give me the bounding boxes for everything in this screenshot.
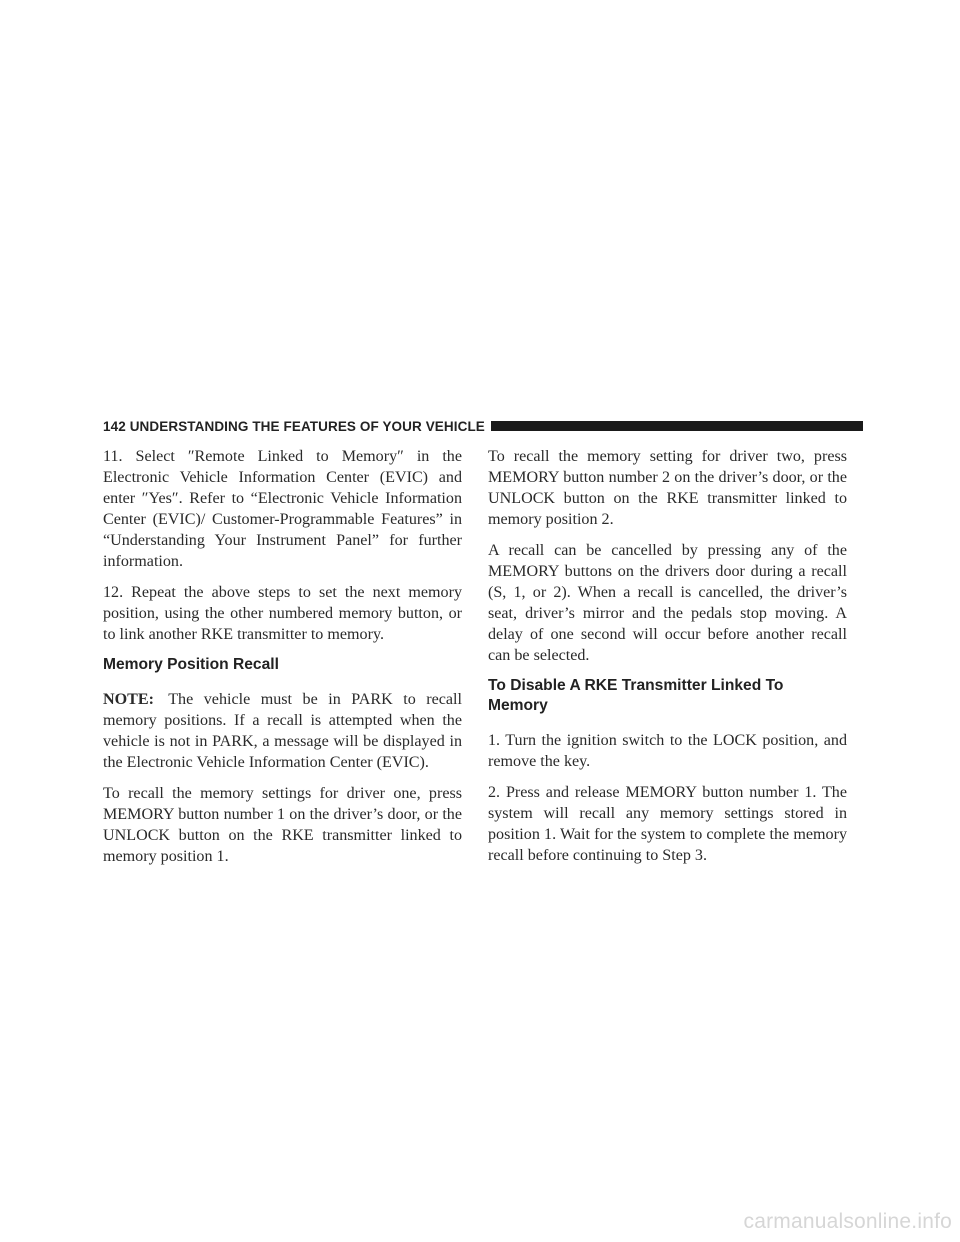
cancel-recall-paragraph: A recall can be cancelled by pressing any of the MEMORY buttons on the drivers door during a recall (S, 1, or 2). When a recall is cancelled, the driver’s seat, driver’s mirror and the pedals stop moving. A delay of one second will occur before another recall can be selected. — [488, 542, 847, 664]
left-column — [103, 446, 462, 877]
page-header — [103, 416, 863, 436]
step-12-paragraph: 12. Repeat the above steps to set the next memory position, using the other numbered memory button, or to link another RKE transmitter to memory. — [103, 584, 462, 643]
disable-step-1-paragraph: 1. Turn the ignition switch to the LOCK position, and remove the key. — [488, 732, 847, 770]
memory-position-recall-heading: Memory Position Recall — [103, 656, 279, 673]
note-text: The vehicle must be in PARK to recall memory positions. If a recall is attempted when the vehicle is not in PARK, a message will be displayed in the Electronic Vehicle Information Center (EVIC). — [103, 691, 462, 771]
right-column — [488, 446, 847, 876]
note-label: NOTE: — [103, 691, 154, 708]
recall-driver-one-paragraph: To recall the memory settings for driver one, press MEMORY button number 1 on the driver’s door, or the UNLOCK button on the RKE transmitter linked to memory position 1. — [103, 785, 462, 865]
step-11-paragraph: 11. Select ″Remote Linked to Memory″ in the Electronic Vehicle Information Center (EVIC) and enter ″Yes″. Refer to “Electronic Vehicle Information Center (EVIC)/ Customer-Programmable Features” in “Understanding Your Instrument Panel” for further information. — [103, 448, 462, 570]
header-rule — [491, 421, 863, 431]
disable-rke-heading: To Disable A RKE Transmitter Linked To Memory — [488, 677, 784, 714]
section-title: UNDERSTANDING THE FEATURES OF YOUR VEHICLE — [129, 418, 485, 434]
recall-driver-two-paragraph: To recall the memory setting for driver two, press MEMORY button number 2 on the driver’s door, or the UNLOCK button on the RKE transmitter linked to memory position 2. — [488, 448, 847, 528]
watermark-text: carmanualsonline.info — [743, 1210, 952, 1233]
page-header-text — [103, 419, 485, 434]
note-paragraph — [103, 689, 462, 773]
page-number: 142 — [103, 418, 126, 434]
disable-step-2-paragraph: 2. Press and release MEMORY button number 1. The system will recall any memory settings stored in position 1. Wait for the system to complete the memory recall before continuing to Step 3. — [488, 784, 847, 864]
